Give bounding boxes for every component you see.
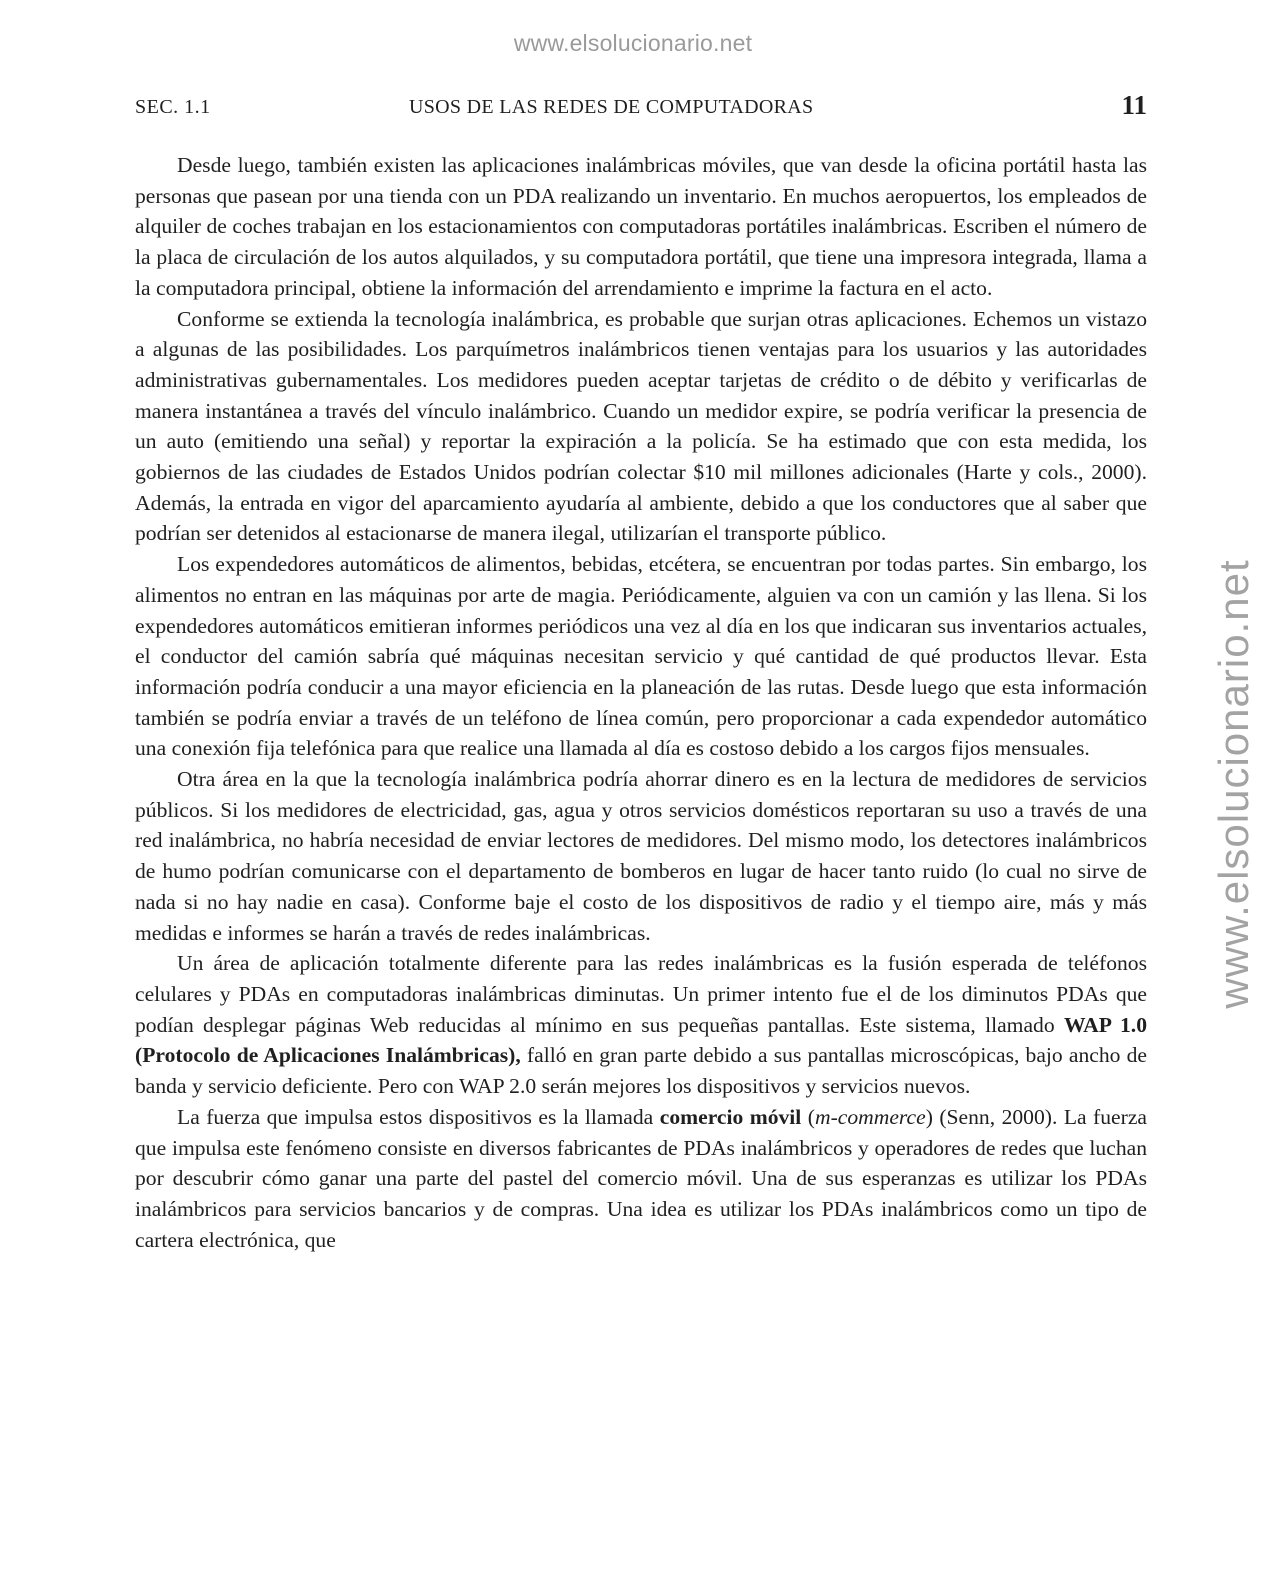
paragraph-5-text-after: falló en gran parte debido a sus pantallas microscópicas, bajo ancho de banda y servicio deficiente. Pero con WAP 2.0 serán mejores los dispositivos y servicios nuevos. [135,1043,1147,1099]
term-wap: WAP 1.0 (Protocolo de Aplicaciones Inalámbricas), [135,1012,1148,1068]
paragraph-5 [135,948,1147,1102]
section-label: SEC. 1.1 [135,96,211,118]
body-text [135,150,1147,1255]
paragraph-6-text-middle: ( [801,1104,815,1129]
paragraph-6-text-after: ) (Senn, 2000). La fuerza que impulsa este fenómeno consiste en diversos fabricantes de PDAs inalámbricos y operadores de redes que luchan por descubrir cómo ganar una parte del pastel del comercio móvil. Una de sus esperanzas es utilizar los PDAs inalámbricos para servicios bancarios y de compras. Una idea es utilizar los PDAs inalámbricos como un tipo de cartera electrónica, que [135,1104,1147,1252]
paragraph-2: Conforme se extienda la tecnología inalámbrica, es probable que surjan otras aplicaciones. Echemos un vistazo a algunas de las posibilidades. Los parquímetros inalámbricos tienen ventajas para los usuarios y las autoridades administrativas gubernamentales. Los medidores pueden aceptar tarjetas de crédito o de débito y verificarlas de manera instantánea a través del vínculo inalámbrico. Cuando un medidor expire, se podría verificar la presencia de un auto (emitiendo una señal) y reportar la expiración a la policía. Se ha estimado que con esta medida, los gobiernos de las ciudades de Estados Unidos podrían colectar $10 mil millones adicionales (Harte y cols., 2000). Además, la entrada en vigor del aparcamiento ayudaría al ambiente, debido a que los conductores que al saber que podrían ser detenidos al estacionarse de manera ilegal, utilizarían el transporte público. [135,306,1147,546]
paragraph-4: Otra área en la que la tecnología inalámbrica podría ahorrar dinero es en la lectura de medidores de servicios públicos. Si los medidores de electricidad, gas, agua y otros servicios domésticos reportaran su uso a través de una red inalámbrica, no habría necesidad de enviar lectores de medidores. Del mismo modo, los detectores inalámbricos de humo podrían comunicarse con el departamento de bomberos en lugar de hacer tanto ruido (lo cual no sirve de nada si no hay nadie en casa). Conforme baje el costo de los dispositivos de radio y el tiempo aire, más y más medidas e informes se harán a través de redes inalámbricas. [135,767,1147,945]
term-comercio-movil: comercio móvil [659,1104,802,1129]
paragraph-1: Desde luego, también existen las aplicaciones inalámbricas móviles, que van desde la oficina portátil hasta las personas que pasean por una tienda con un PDA realizando un inventario. En muchos aeropuertos, los empleados de alquiler de coches trabajan en los estacionamientos con computadoras portátiles inalámbricas. Escriben el número de la placa de circulación de los autos alquilados, y su computadora portátil, que tiene una impresora integrada, llama a la computadora principal, obtiene la información del arrendamiento e imprime la factura en el acto. [135,153,1147,300]
paragraph-5-text-before: Un área de aplicación totalmente diferente para las redes inalámbricas es la fusión esperada de teléfonos celulares y PDAs en computadoras inalámbricas diminutas. Un primer intento fue el de los diminutos PDAs que podían desplegar páginas Web reducidas al mínimo en sus pequeñas pantallas. Este sistema, llamado [135,951,1147,1037]
paragraph-6 [135,1102,1147,1256]
watermark-side: www.elsolucionario.net [1210,559,1257,1009]
running-head [135,90,1147,126]
watermark-top: www.elsolucionario.net [513,30,753,56]
paragraph-6-text-before: La fuerza que impulsa estos dispositivos es la llamada [177,1104,660,1129]
page-number: 11 [1121,90,1147,120]
chapter-title: USOS DE LAS REDES DE COMPUTADORAS [409,96,814,118]
term-m-commerce: m-commerce [814,1104,926,1129]
paragraph-3: Los expendedores automáticos de alimentos, bebidas, etcétera, se encuentran por todas partes. Sin embargo, los alimentos no entran en las máquinas por arte de magia. Periódicamente, alguien va con un camión y las llena. Si los expendedores automáticos emitieran informes periódicos una vez al día en los que indicaran sus inventarios actuales, el conductor del camión sabría qué máquinas necesitan servicio y qué cantidad de qué productos llevar. Esta información podría conducir a una mayor eficiencia en la planeación de las rutas. Desde luego que esta información también se podría enviar a través de un teléfono de línea común, pero proporcionar a cada expendedor automático una conexión fija telefónica para que realice una llamada al día es costoso debido a los cargos fijos mensuales. [135,552,1147,761]
